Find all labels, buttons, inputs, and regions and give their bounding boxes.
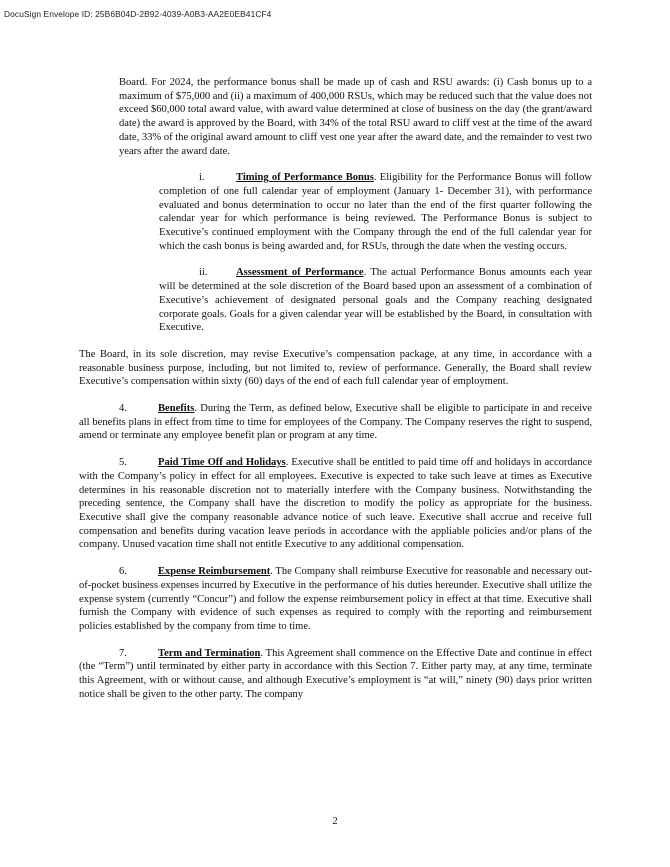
section-4-benefits: [79, 402, 592, 443]
subsection-title: Timing of Performance Bonus: [236, 172, 374, 184]
section-text: . The Company shall reimburse Executive for reasonable and necessary out-of-pocket business expenses incurred by Executive in the performance of his duties hereunder. Executive shall utilize the expense system (currently “Concur”) and follow the expense reimbursement policy in effect at that time. Executive shall furnish the Company with evidence of such expenses as required to comply with the reporting and reimbursement policies established by the company from time to time.: [79, 566, 592, 632]
subsection-i: [159, 171, 592, 253]
envelope-id: DocuSign Envelope ID: 25B6B04D-2B92-4039-A0B3-AA2E0EB41CF4: [4, 9, 272, 19]
section-5-paid-time-off: [79, 456, 592, 552]
paragraph-board-review: The Board, in its sole discretion, may revise Executive’s compensation package, at any time, in accordance with a reasonable business purpose, including, but not limited to, review of performance. Generally, the Board shall review Executive’s compensation within sixty (60) days of the end of each full calendar year of employment.: [79, 348, 592, 388]
subsection-number: ii.: [199, 267, 208, 279]
section-6-expense-reimbursement: [79, 565, 592, 634]
subsection-text: . The actual Performance Bonus amounts each year will be determined at the sole discretion of the Board based upon an assessment of a combination of Executive’s achievement of designated personal goals and the Company reaching designated corporate goals. Goals for a given calendar year will be established by the Board, in consultation with Executive.: [159, 267, 592, 334]
subsection-number: i.: [199, 172, 205, 184]
section-number: 7.: [119, 647, 127, 659]
section-7-term-and-termination: [79, 647, 592, 702]
section-number: 4.: [119, 403, 127, 415]
section-number: 6.: [119, 566, 127, 578]
section-text: . During the Term, as defined below, Executive shall be eligible to participate in and receive all benefits plans in effect from time to time for employees of the Company. The Company reserves the right to suspend, amend or terminate any employee benefit plan or program at any time.: [79, 403, 592, 442]
section-title: Paid Time Off and Holidays: [158, 457, 286, 469]
subsection-title: Assessment of Performance: [236, 267, 364, 279]
section-title: Expense Reimbursement: [158, 566, 271, 578]
section-text: . Executive shall be entitled to paid time off and holidays in accordance with the Company’s policy in effect for all employees. Executive is expected to take such leave at times as Executive determines in his reasonable discretion not to materially interfere with the Company business. Notwithstanding the preceding sentence, the Company shall have the discretion to modify the policy as appropriate for the business. Executive shall give the company reasonable advance notice of such leave. Executive shall accrue and receive full compensation and benefits during vacation leave periods in accordance with the appliable policies and/or plans of the company. Unused vacation time shall not entitle Executive to any additional compensation.: [79, 457, 592, 551]
page-number: 2: [332, 815, 338, 827]
document-body: [79, 76, 592, 701]
section-title: Term and Termination: [158, 647, 261, 659]
paragraph-intro: Board. For 2024, the performance bonus shall be made up of cash and RSU awards: (i) Cash bonus up to a maximum of $75,000 and (ii) a maximum of 400,000 RSUs, which may be reduced such that the value does not exceed $60,000 total award value, with award value determined at close of business on the day (the grant/award date) the award is approved by the Board, with 34% of the total RSU award to cliff vest at the time of the award date, 33% of the original award amount to cliff vest one year after the award date, and the remainder to vest two years after the award date.: [119, 77, 592, 157]
section-number: 5.: [119, 457, 127, 469]
subsection-text: . Eligibility for the Performance Bonus will follow completion of one full calendar year of employment (January 1- December 31), with performance evaluated and bonus determination to occur no later than the end of the first quarter following the calendar year for which performance is being reviewed. The Performance Bonus is subject to Executive’s continued employment with the Company through the end of the full calendar year for which the cash bonus is being awarded and, for RSUs, through the date when the vesting occurs.: [159, 172, 592, 252]
subsection-ii: [159, 266, 592, 335]
section-title: Benefits: [158, 403, 195, 415]
section-text: . This Agreement shall commence on the Effective Date and continue in effect (the “Term”) until terminated by either party in accordance with this Section 7. Either party may, at any time, terminate this Agreement, with or without cause, and although Executive’s employment is “at will,” ninety (90) days prior written notice shall be given to the other party. The company: [79, 647, 592, 700]
